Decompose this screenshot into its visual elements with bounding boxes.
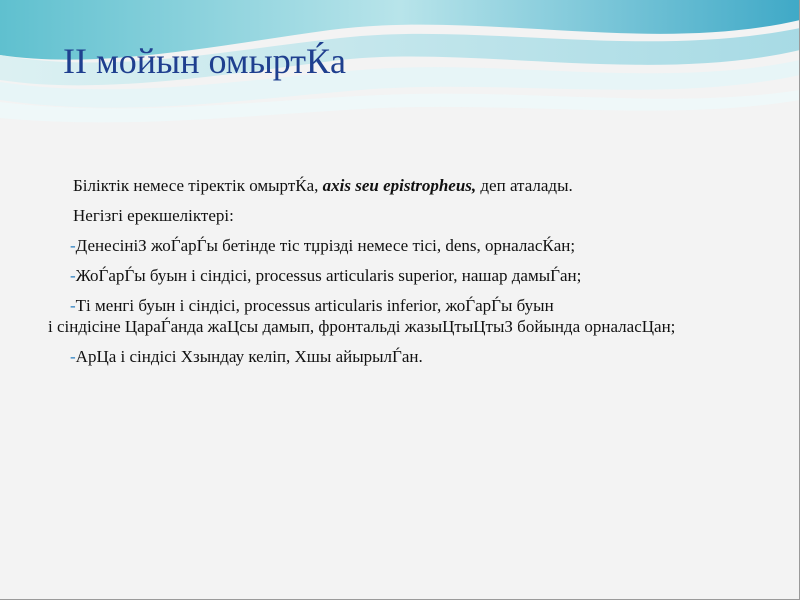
- list-item-text: ДенесініЗ жоЃарЃы бетінде тіс тџрізді немесе тісі, dens, орналасЌан;: [75, 236, 576, 255]
- latin-term: axis seu epistropheus,: [322, 176, 477, 195]
- list-item: [48, 265, 748, 286]
- list-item-continuation: і сіндісіне ЦараЃанда жаЦсы дамып, фронтальді жазыЦтыЦтыЗ бойында орналасЦан;: [48, 317, 676, 336]
- paragraph-features-heading: [48, 205, 748, 226]
- list-item-text: Ті менгі буын і сіндісі, processus articularis inferior, жоЃарЃы буын: [75, 296, 554, 315]
- list-item: [48, 346, 748, 367]
- bullet-dash: -: [70, 347, 76, 366]
- slide-body: [48, 175, 748, 376]
- definition-prefix: Біліктік немесе тіректік омыртЌа,: [73, 176, 323, 195]
- list-item: [48, 295, 748, 337]
- list-item: [48, 235, 748, 256]
- page-title: II мойын омыртЌа: [63, 41, 347, 81]
- definition-suffix: деп аталады.: [476, 176, 573, 195]
- list-item-text: АрЦа і сіндісі Хзындау келіп, Хшы айырылЃан.: [75, 347, 423, 366]
- features-heading: Негізгі ерекшеліктері:: [73, 206, 234, 225]
- paragraph-definition: [48, 175, 748, 196]
- bullet-dash: -: [70, 296, 76, 315]
- list-item-text: ЖоЃарЃы буын і сіндісі, processus articularis superior, нашар дамыЃан;: [75, 266, 582, 285]
- bullet-dash: -: [70, 266, 76, 285]
- bullet-dash: -: [70, 236, 76, 255]
